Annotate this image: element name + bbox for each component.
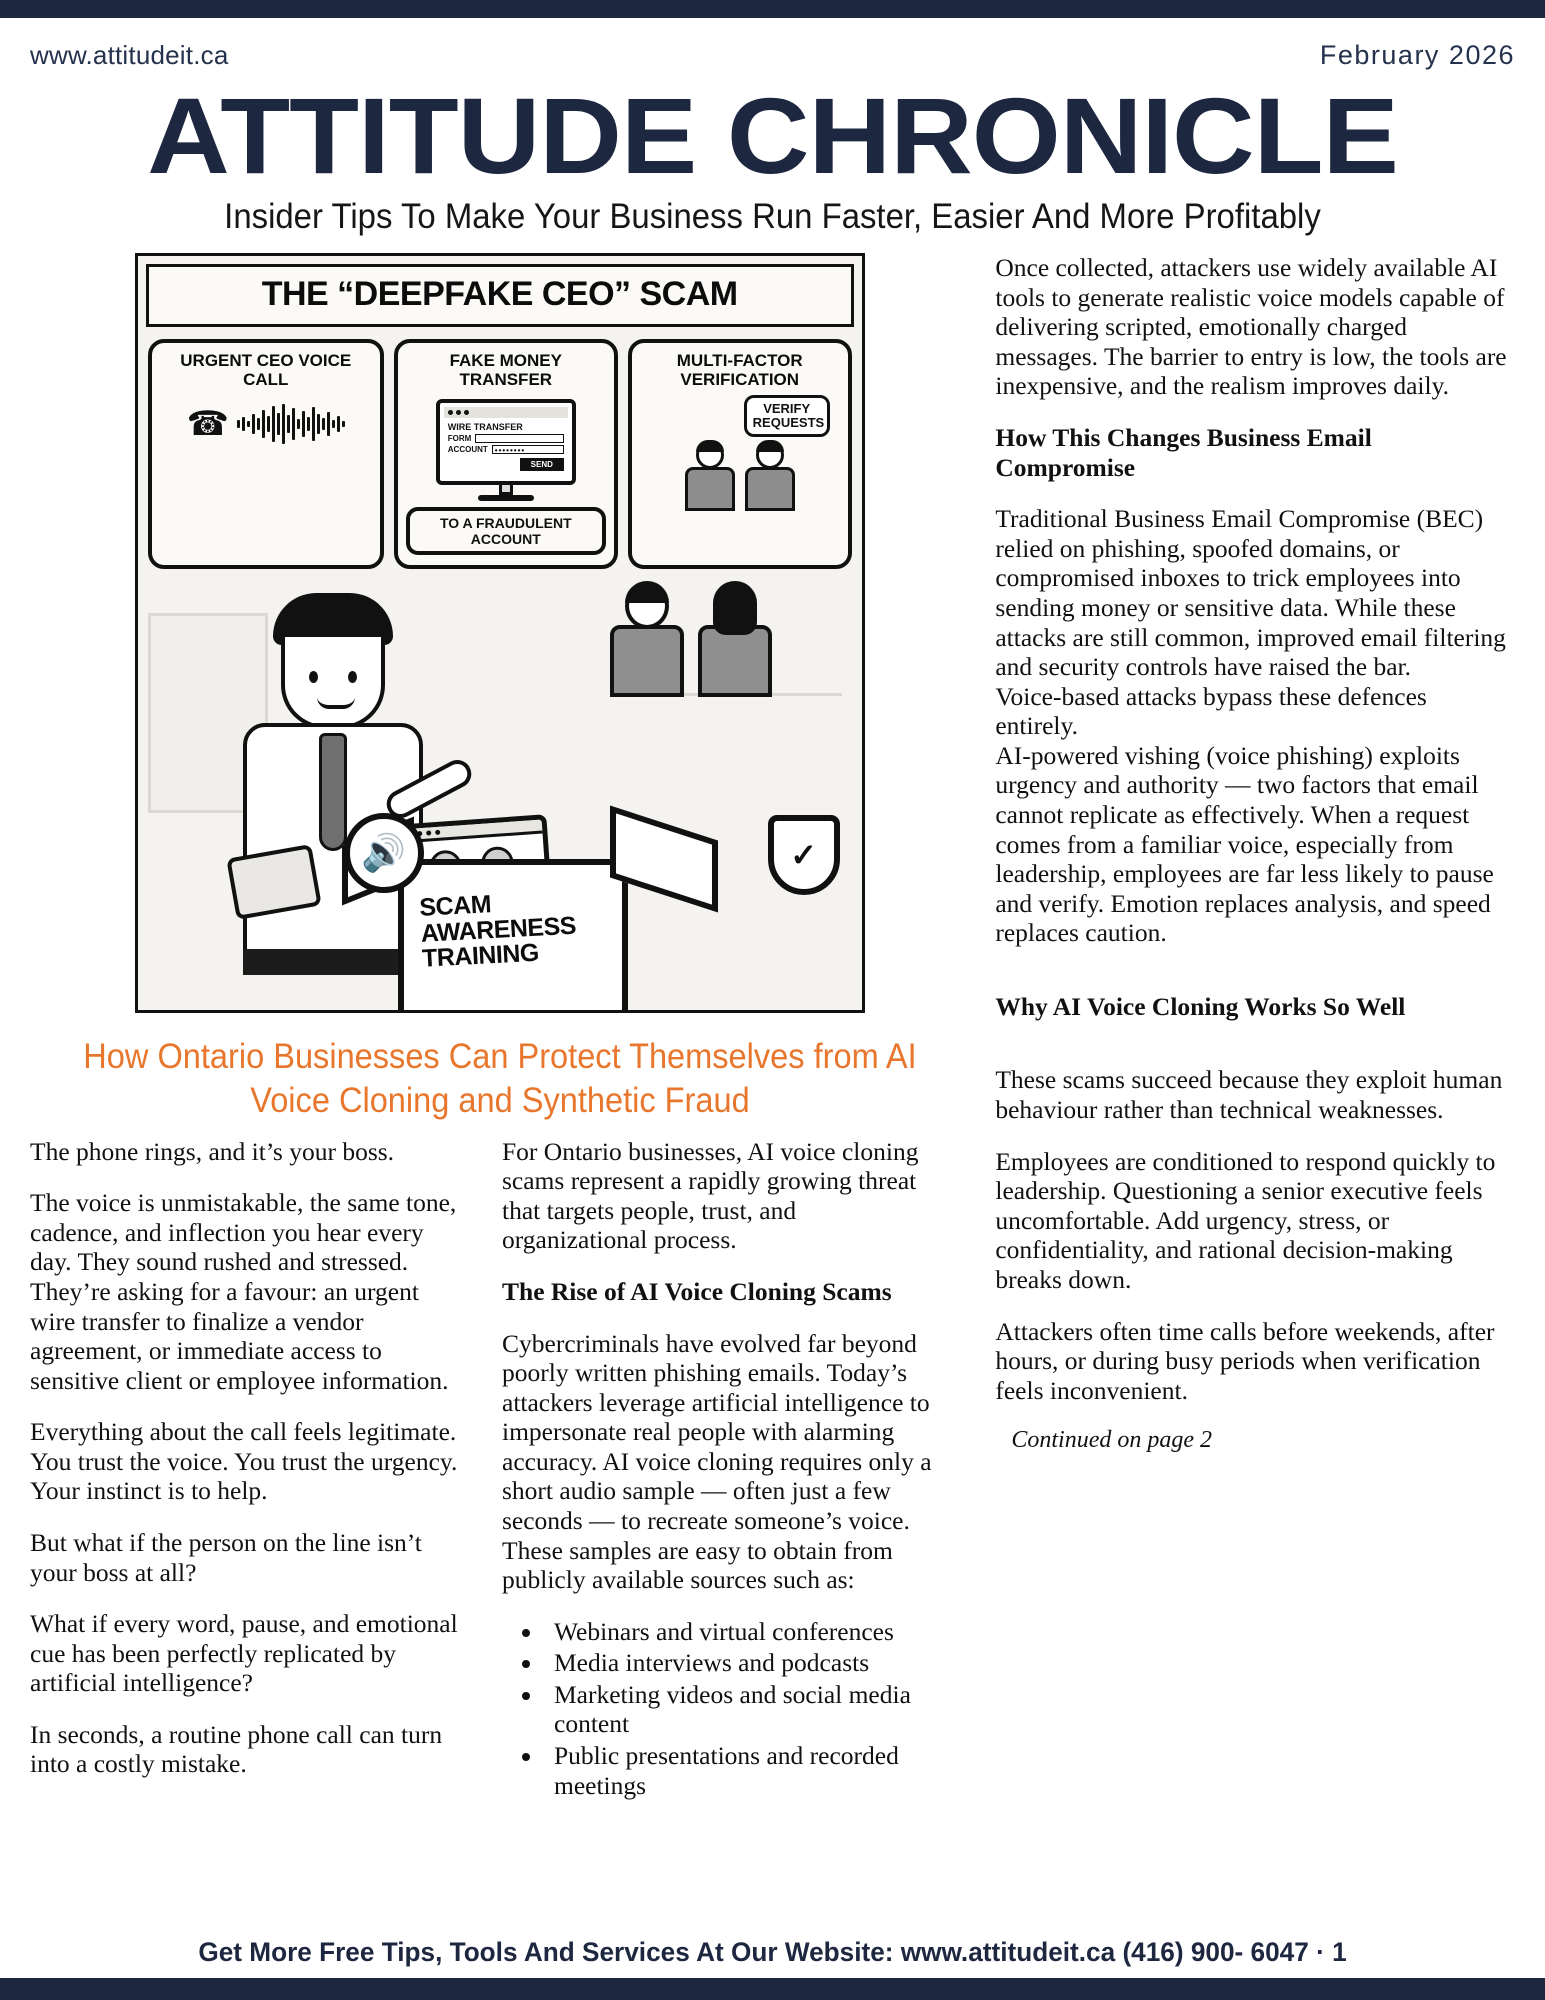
- bottom-rule: [0, 1978, 1545, 2000]
- spacer: [995, 1043, 1515, 1065]
- employee-body: [610, 625, 684, 697]
- illustration-title-box: [146, 264, 854, 327]
- audio-sources-list: [544, 1617, 942, 1800]
- website-link[interactable]: www.attitudeit.ca: [30, 40, 229, 70]
- figure-pointing-arm: [381, 755, 475, 823]
- employee-pair: [608, 583, 774, 697]
- account-input[interactable]: ••••••••: [492, 445, 564, 454]
- tablet-icon: [226, 844, 321, 920]
- panel3-title: MULTI-FACTOR VERIFICATION: [676, 351, 803, 390]
- verification-people: [638, 441, 842, 511]
- masthead-meta-row: [30, 18, 1515, 71]
- figure-eye-right: [348, 671, 357, 683]
- account-field-label: ACCOUNT: [447, 445, 488, 455]
- speaker-icon: 🔊: [344, 813, 424, 893]
- employee-hair: [713, 581, 757, 635]
- panel-urgent-ceo-voice-call: [148, 339, 384, 569]
- monitor-icon: [436, 399, 576, 485]
- figure-tie: [319, 733, 347, 851]
- figure-belt: [243, 949, 423, 975]
- paragraph: The voice is unmistakable, the same tone, cadence, and inflection you hear every day. They sound rushed and stressed. They’re asking for a favour: an urgent wire transfer to finalize a vendor agreement, or immediate access to sensitive client or employee information.: [30, 1188, 457, 1395]
- person-hair: [696, 440, 724, 452]
- paragraph: The phone rings, and it’s your boss.: [30, 1136, 395, 1166]
- newsletter-title: ATTITUDE CHRONICLE: [147, 75, 1398, 196]
- employee-hair: [625, 581, 669, 603]
- paragraph: For Ontario businesses, AI voice cloning scams represent a rapidly growing threat that targets people, trust, and organizational process.: [502, 1136, 919, 1255]
- shield-check-icon: ✓: [768, 815, 840, 895]
- paragraph: In seconds, a routine phone call can turn into a costly mistake.: [30, 1719, 443, 1779]
- person-hair: [756, 440, 784, 452]
- figure-eye-left: [309, 671, 318, 683]
- issue-date: February 2026: [1319, 40, 1515, 70]
- waveform-icon: [237, 403, 345, 445]
- paragraph: Employees are conditioned to respond quickly to leadership. Questioning a senior executive feels uncomfortable. Add urgency, stress, or confidentiality, and rational decision-making breaks down.: [995, 1146, 1496, 1294]
- box-label: SCAM AWARENESS TRAINING: [418, 890, 577, 974]
- footer-cta[interactable]: Get More Free Tips, Tools And Services At Our Website: www.attitudeit.ca (416) 900- 6047 · 1: [23, 1931, 1522, 1978]
- scam-awareness-training-box: [398, 859, 628, 1013]
- column-2: [502, 1137, 942, 1803]
- subheading: How This Changes Business Email Compromise: [995, 423, 1372, 482]
- employee-head: [713, 583, 757, 629]
- illustration-panels: [148, 339, 852, 569]
- list-item: • Webinars and virtual conferences: [544, 1617, 942, 1647]
- paragraph: Cybercriminals have evolved far beyond poorly written phishing emails. Today’s attackers leverage artificial intelligence to impersonate real people with alarming accuracy. AI voice cloning requires only a short audio sample — often just a few seconds — to recreate someone’s voice. These samples are easy to obtain from publicly available sources such as:: [502, 1328, 932, 1595]
- person-body: [685, 467, 735, 511]
- person-body: [745, 467, 795, 511]
- deepfake-ceo-illustration: [135, 253, 865, 1013]
- person-head: [756, 441, 784, 469]
- form-title: WIRE TRANSFER: [447, 422, 523, 433]
- person-female: [743, 441, 797, 511]
- panel1-title: URGENT CEO VOICE CALL: [180, 351, 352, 390]
- masthead: [0, 18, 1545, 237]
- form-field-label: FORM: [447, 434, 472, 444]
- article-columns: [30, 1137, 969, 1803]
- panel2-title: FAKE MONEY TRANSFER: [449, 351, 562, 390]
- paragraph: Once collected, attackers use widely available AI tools to generate realistic voice models capable of delivering scripted, emotionally charged messages. The barrier to entry is low, the tools are inexpensive, and the realism improves daily.: [995, 253, 1507, 401]
- voice-call-graphic: [158, 403, 374, 445]
- column-1: [30, 1137, 470, 1803]
- list-item: • Public presentations and recorded meetings: [544, 1741, 942, 1800]
- list-item: • Media interviews and podcasts: [544, 1648, 942, 1678]
- form-input[interactable]: [475, 434, 563, 443]
- page-content: [0, 237, 1545, 1802]
- verify-requests-bubble: VERIFY REQUESTS: [744, 395, 830, 436]
- figure-face: [281, 633, 385, 729]
- send-button[interactable]: SEND: [520, 458, 564, 471]
- employee-male: [608, 583, 686, 697]
- account-field-row: [448, 445, 564, 454]
- paragraph: Everything about the call feels legitimate. You trust the voice. You trust the urgency. Your instinct is to help.: [30, 1417, 458, 1506]
- column-3: [995, 253, 1515, 1802]
- newsletter-tagline: Insider Tips To Make Your Business Run Faster, Easier And More Profitably: [224, 197, 1321, 237]
- paragraph: Voice-based attacks bypass these defences entirely.: [995, 681, 1427, 741]
- continued-note: Continued on page 2: [1011, 1427, 1213, 1454]
- paragraph: Traditional Business Email Compromise (BEC) relied on phishing, spoofed domains, or compromised inboxes to trick employees into sending money or sensitive data. While these attacks are still common, improved email filtering and security controls have raised the bar.: [995, 504, 1506, 682]
- paragraph: Attackers often time calls before weekends, after hours, or during busy periods when verification feels inconvenient.: [995, 1316, 1495, 1405]
- person-male: [683, 441, 737, 511]
- list-item: • Marketing videos and social media content: [544, 1680, 942, 1739]
- paragraph: But what if the person on the line isn’t your boss at all?: [30, 1528, 422, 1587]
- paragraph: What if every word, pause, and emotional cue has been perfectly replicated by artificial intelligence?: [30, 1609, 458, 1698]
- form-field-row: [448, 434, 564, 443]
- monitor-neck: [499, 485, 513, 495]
- employee-female: [696, 583, 774, 697]
- monitor-titlebar: [444, 407, 568, 418]
- employee-body: [698, 625, 772, 697]
- wire-transfer-form: [444, 418, 568, 477]
- illustration-title: THE “DEEPFAKE CEO” SCAM: [261, 275, 738, 314]
- paragraph: AI-powered vishing (voice phishing) exploits urgency and authority — two factors that email cannot replicate as effectively. When a request comes from a familiar voice, especially from leadership, employees are far less likely to pause and verify. Emotion replaces analysis, and speed replaces caution.: [995, 740, 1494, 948]
- office-scene: [148, 573, 852, 1013]
- monitor-base: [478, 495, 534, 501]
- person-head: [696, 441, 724, 469]
- subheading: The Rise of AI Voice Cloning Scams: [502, 1276, 892, 1306]
- subheading: Why AI Voice Cloning Works So Well: [995, 991, 1406, 1021]
- paragraph: These scams succeed because they exploit human behaviour rather than technical weaknesses.: [995, 1065, 1503, 1125]
- figure-mouth: [317, 697, 355, 709]
- left-zone: [30, 253, 969, 1802]
- top-rule: [0, 0, 1545, 18]
- fraudulent-account-caption: TO A FRAUDULENT ACCOUNT: [406, 507, 606, 555]
- spacer: [995, 970, 1515, 992]
- article-headline: How Ontario Businesses Can Protect Themselves from AI Voice Cloning and Synthetic Fraud: [82, 1037, 917, 1120]
- panel-fake-money-transfer: [394, 339, 618, 569]
- box-flap-right: [610, 806, 718, 913]
- phone-icon: ☎: [186, 405, 229, 444]
- panel-multi-factor-verification: [628, 339, 852, 569]
- employee-head: [625, 583, 669, 629]
